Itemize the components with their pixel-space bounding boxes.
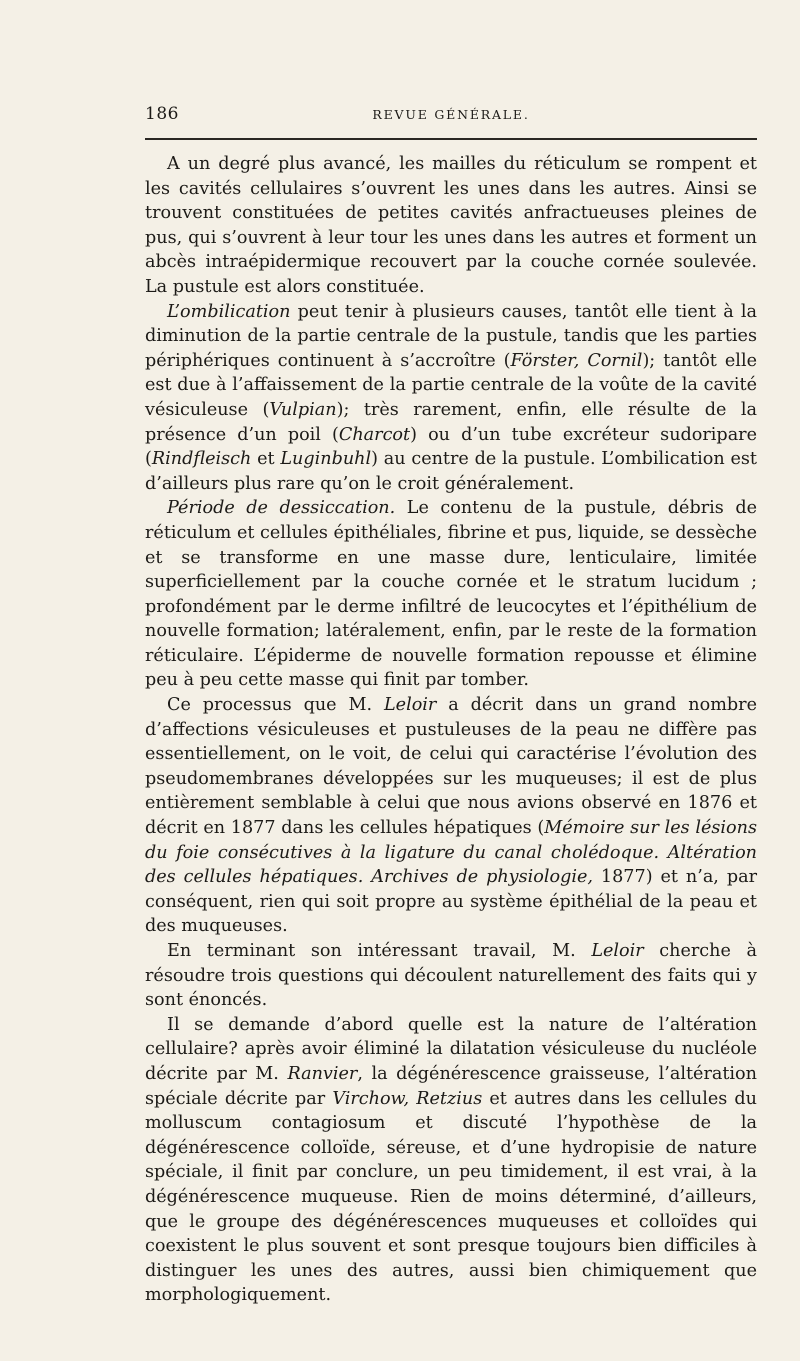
italic-run: Mémoire sur les lésions du foie consécutives à la ligature du canal cholédoque. Altération des cellules hépatiques. Archives de physiologie, [145, 818, 757, 888]
running-title: REVUE GÉNÉRALE. [372, 107, 530, 122]
text-run: ); très rarement, enfin, elle résulte de la présence d’un poil ( [145, 399, 757, 445]
paragraph [145, 300, 757, 497]
italic-run: Charcot [338, 424, 411, 445]
text-run: peut tenir à plusieurs causes, tantôt elle tient à la diminution de la partie centrale de la pustule, tandis que les parties périphériques continuent à s’accroître ( [145, 301, 757, 371]
paragraph [145, 939, 757, 1013]
text-run: cherche à résoudre trois questions qui découlent naturellement des faits qui y sont énoncés. [145, 941, 757, 1011]
header-rule [145, 138, 757, 140]
text-run: et autres dans les cellules du molluscum contagiosum et discuté l’hypothèse de la dégénérescence colloïde, séreuse, et d’une hydropisie de nature spéciale, il finit par conclure, un peu timidement, il est vrai, à la dégénérescence muqueuse. Rien de moins déterminé, d’ailleurs, que le groupe des dégénérescences muqueuses et colloïdes qui coexistent le plus souvent et sont presque toujours bien difficiles à distinguer les unes des autres, aussi bien chimiquement que morphologiquement. [145, 1088, 757, 1306]
text-run: , la dégénérescence graisseuse, l’altération spéciale décrite par [145, 1063, 757, 1109]
paragraph [145, 1013, 757, 1308]
text-run: Ce processus que M. [167, 695, 384, 716]
text-run: et [251, 449, 281, 470]
text-run: Le contenu de la pustule, débris de réticulum et cellules épithéliales, fibrine et pus, liquide, se dessèche et se transforme en une masse dure, lenticulaire, limitée superficiellement par la couche cornée et le stratum lucidum ; profondément par le derme infiltré de leucocytes et l’épithélium de nouvelle formation; latéralement, enfin, par le reste de la formation réticulaire. L’épiderme de nouvelle formation repousse et élimine peu à peu cette masse qui finit par tomber. [145, 498, 757, 691]
italic-run: Période de dessiccation. [167, 498, 396, 519]
italic-run: Leloir [383, 695, 437, 716]
text-run: a décrit dans un grand nombre d’affections vésiculeuses et pustuleuses de la peau ne diffère pas essentiellement, on le voit, de celui qui caractérise l’évolution des pseudomembranes développées sur les muqueuses; il est de plus entièrement semblable à celui que nous avions observé en 1876 et décrit en 1877 dans les cellules hépatiques ( [145, 695, 757, 839]
italic-run: Förster, Cornil [510, 350, 643, 371]
page-header [145, 104, 757, 128]
paragraph [145, 693, 757, 939]
italic-run: Virchow, Retzius [332, 1088, 483, 1109]
italic-run: Ranvier [287, 1063, 358, 1084]
italic-run: Rindfleisch [151, 449, 252, 470]
body-text [145, 152, 757, 1308]
italic-run: Leloir [591, 941, 644, 961]
italic-run: Luginbuhl [280, 449, 372, 470]
text-run: Il se demande d’abord quelle est la nature de l’altération cellulaire? après avoir éliminé la dilatation vésiculeuse du nucléole décrite par M. [145, 1014, 757, 1084]
paragraph [145, 496, 757, 693]
italic-run: Vulpian [269, 399, 337, 420]
text-run: 1877) et n’a, par conséquent, rien qui soit propre au système épithélial de la peau et des muqueuses. [145, 867, 757, 937]
text-run: En terminant son intéressant travail, M. [167, 941, 592, 961]
text-run: A un degré plus avancé, les mailles du réticulum se rompent et les cavités cellulaires s’ouvrent les unes dans les autres. Ainsi se trouvent constituées de petites cavités anfractueuses pleines de pus, qui s’ouvrent à leur tour les unes dans les autres et forment un abcès intraépidermique recouvert par la couche cornée soulevée. La pustule est alors constituée. [145, 154, 757, 297]
text-run: ) ou d’un tube excréteur sudoripare ( [145, 424, 758, 470]
italic-run: L’ombilication [167, 301, 291, 322]
page-number: 186 [145, 104, 179, 124]
text-run: ); tantôt elle est due à l’affaissement de la partie centrale de la voûte de la cavité vésiculeuse ( [145, 350, 757, 420]
paragraph [145, 152, 757, 300]
text-run: ) au centre de la pustule. L’ombilication est d’ailleurs plus rare qu’on le croit généralement. [145, 449, 757, 494]
